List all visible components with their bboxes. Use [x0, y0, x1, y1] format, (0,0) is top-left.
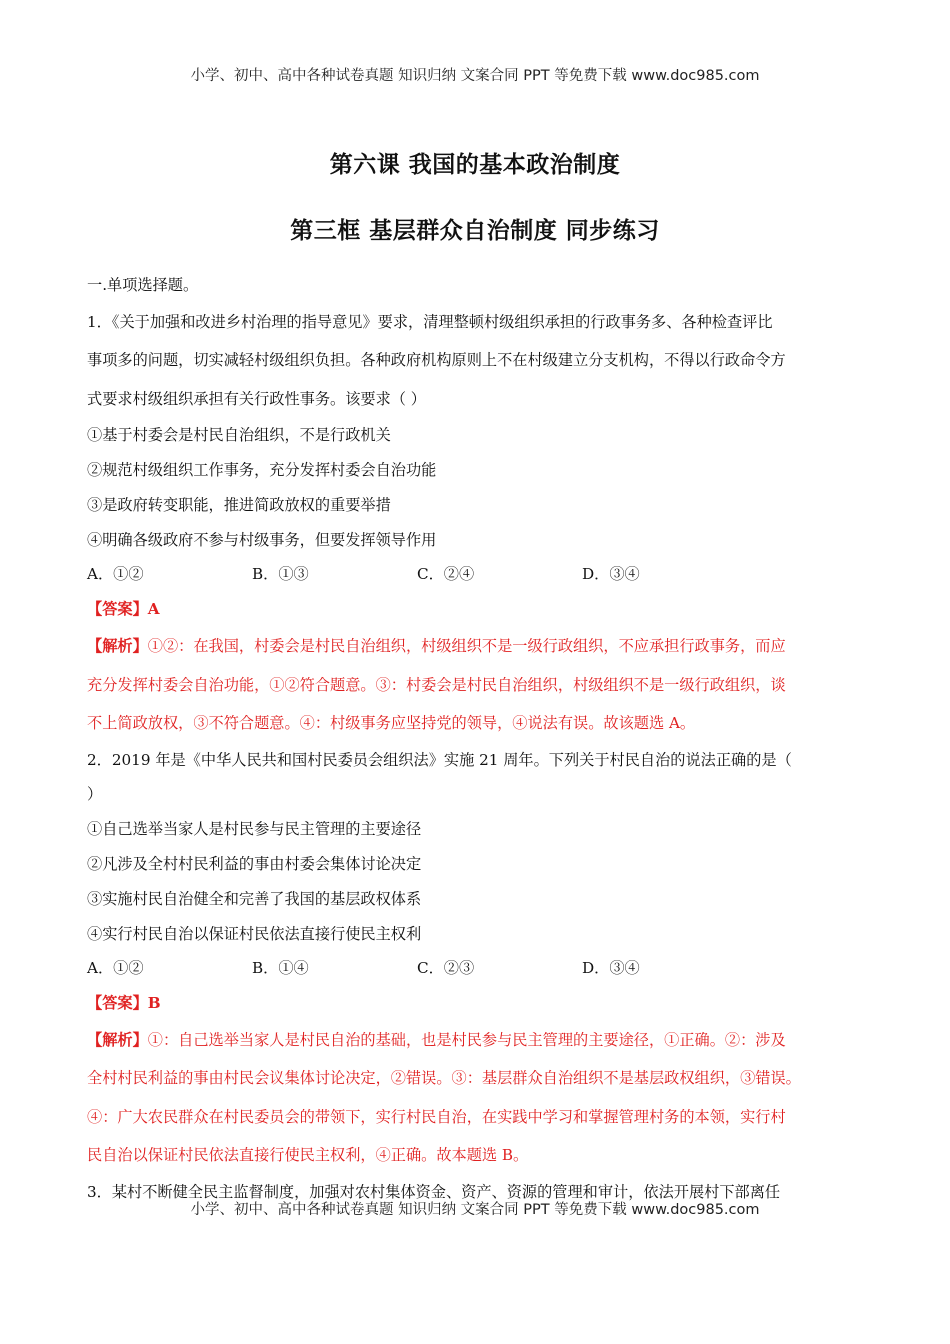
analysis-line — [87, 1021, 867, 1060]
question-text-line: 3．某村不断健全民主监督制度，加强对农村集体资金、资产、资源的管理和审计，依法开展村下部离任 — [87, 1182, 781, 1201]
analysis-line: 民自治以保证村民依法直接行使民主权利，④正确。故本题选 B。 — [87, 1146, 529, 1165]
statement-item: ①自己选举当家人是村民参与民主管理的主要途径 — [87, 820, 422, 839]
question-1 — [87, 303, 867, 743]
option-a: A．①② — [87, 565, 144, 584]
statement-item: ④明确各级政府不参与村级事务，但要发挥领导作用 — [87, 530, 437, 549]
analysis-text: ①②：在我国，村委会是村民自治组织，村级组织不是一级行政组织，不应承担行政事务，而应 — [147, 637, 786, 656]
question-text-line: 1．《关于加强和改进乡村治理的指导意见》要求，清理整顿村级组织承担的行政事务多、各种检查评比 — [87, 312, 773, 331]
option-d: D．③④ — [582, 959, 640, 978]
section-title: 第三框 基层群众自治制度 同步练习 — [290, 217, 660, 244]
statement-item: ③是政府转变职能，推进简政放权的重要举措 — [87, 495, 391, 514]
option-b: B．①④ — [252, 959, 309, 978]
answer-options — [87, 951, 867, 986]
answer-key: 【答案】A — [87, 600, 160, 619]
statement-item: ②规范村级组织工作事务，充分发挥村委会自治功能 — [87, 461, 437, 480]
option-d: D．③④ — [582, 565, 640, 584]
question-text-line: 事项多的问题，切实减轻村级组织负担。各种政府机构原则上不在村级建立分支机构，不得以行政命令方 — [87, 351, 786, 370]
section-heading: 一.单项选择题。 — [87, 276, 199, 294]
exercise-content — [87, 268, 867, 1210]
option-b: B．①③ — [252, 565, 309, 584]
option-c: C．②④ — [417, 565, 475, 584]
analysis-line — [87, 627, 867, 666]
page-footer: 小学、初中、高中各种试卷真题 知识归纳 文案合同 PPT 等免费下载 www.doc985.com — [190, 1202, 760, 1218]
question-text-line: ） — [87, 785, 103, 804]
answer-key: 【答案】B — [87, 994, 161, 1013]
analysis-label: 【解析】 — [87, 637, 148, 656]
statement-item: ④实行村民自治以保证村民依法直接行使民主权利 — [87, 924, 422, 943]
analysis-line: 全村村民利益的事由村民会议集体讨论决定，②错误。③：基层群众自治组织不是基层政权组织，③错误。 — [87, 1069, 801, 1088]
question-text-line: 2．2019 年是《中华人民共和国村民委员会组织法》实施 21 周年。下列关于村民自治的说法正确的是（ — [87, 750, 792, 769]
statement-item: ②凡涉及全村村民利益的事由村委会集体讨论决定 — [87, 854, 422, 873]
lesson-title: 第六课 我国的基本政治制度 — [329, 151, 621, 178]
analysis-line: 充分发挥村委会自治功能，①②符合题意。③：村委会是村民自治组织，村级组织不是一级行政组织，谈 — [87, 675, 786, 694]
option-a: A．①② — [87, 959, 144, 978]
statement-item: ③实施村民自治健全和完善了我国的基层政权体系 — [87, 889, 422, 908]
question-text-line: 式要求村级组织承担有关行政性事务。该要求（ ） — [87, 389, 426, 408]
analysis-line: 不上简政放权，③不符合题意。④：村级事务应坚持党的领导，④说法有误。故该题选 A。 — [87, 714, 696, 733]
option-c: C．②③ — [417, 959, 475, 978]
page-header: 小学、初中、高中各种试卷真题 知识归纳 文案合同 PPT 等免费下载 www.doc985.com — [190, 68, 760, 84]
analysis-line: ④：广大农民群众在村民委员会的带领下，实行村民自治，在实践中学习和掌握管理村务的本领，实行村 — [87, 1107, 786, 1126]
answer-options — [87, 557, 867, 592]
analysis-label: 【解析】 — [87, 1030, 148, 1049]
statement-item: ①基于村委会是村民自治组织，不是行政机关 — [87, 426, 391, 445]
question-2 — [87, 743, 867, 1175]
analysis-text: ①：自己选举当家人是村民自治的基础，也是村民参与民主管理的主要途径，①正确。②：涉及 — [147, 1030, 786, 1049]
